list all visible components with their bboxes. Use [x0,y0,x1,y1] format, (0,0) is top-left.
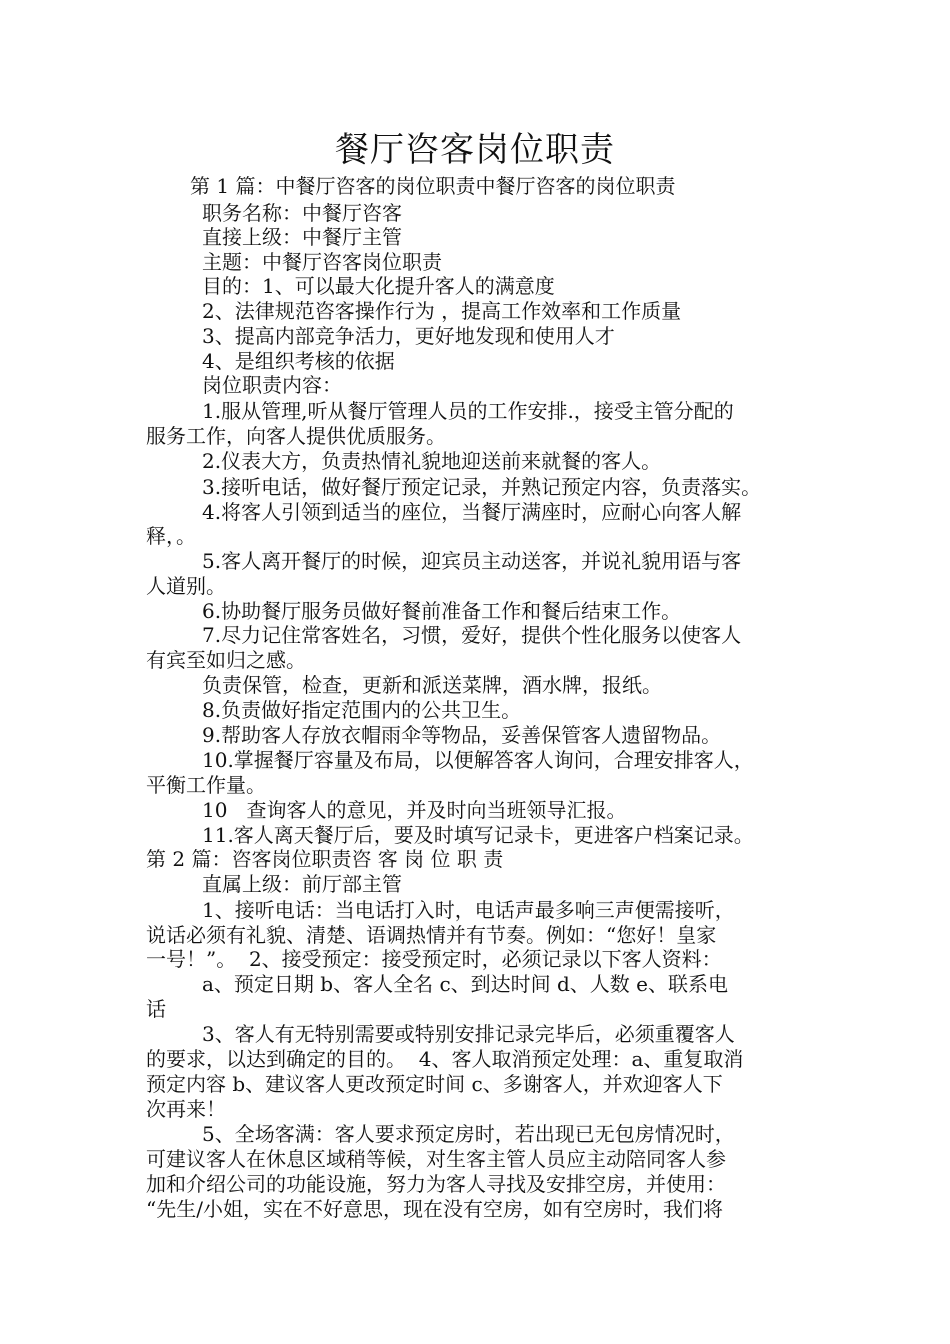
paragraph-line: 11.客人离天餐厅后，要及时填写记录卡，更进客户档案记录。 [202,823,754,847]
paragraph-line: 预定内容 b、建议客人更改预定时间 c、多谢客人，并欢迎客人下 [146,1072,723,1096]
paragraph-line: 岗位职责内容： [202,373,342,397]
paragraph-line: 8.负责做好指定范围内的公共卫生。 [202,698,522,722]
document-title: 餐厅咨客岗位职责 [335,130,615,170]
paragraph-line: 2.仪表大方，负责热情礼貌地迎送前来就餐的客人。 [202,449,662,473]
paragraph-line: 加和介绍公司的功能设施，努力为客人寻找及安排空房，并使用： [146,1172,726,1196]
paragraph-line: 9.帮助客人存放衣帽雨伞等物品，妥善保管客人遗留物品。 [202,723,722,747]
paragraph-line: 直接上级：中餐厅主管 [202,225,402,249]
paragraph-line: 说话必须有礼貌、清楚、语调热情并有节奏。例如：“您好！皇家 [146,923,717,947]
paragraph-line: 次再来！ [146,1097,226,1121]
paragraph-line: 第 1 篇：中餐厅咨客的岗位职责中餐厅咨客的岗位职责 [190,174,676,198]
paragraph-line: 有宾至如归之感。 [146,648,306,672]
paragraph-line: 1.服从管理,听从餐厅管理人员的工作安排.，接受主管分配的 [202,399,734,423]
paragraph-line: 10.掌握餐厅容量及布局，以便解答客人询问，合理安排客人， [202,748,754,772]
paragraph-line: 服务工作，向客人提供优质服务。 [146,424,446,448]
paragraph-line: 5、全场客满：客人要求预定房时，若出现已无包房情况时， [202,1122,735,1146]
paragraph-line: 3、客人有无特别需要或特别安排记录完毕后，必须重覆客人 [202,1022,735,1046]
paragraph-line: 目的：1、可以最大化提升客人的满意度 [202,274,555,298]
paragraph-line: 4、是组织考核的依据 [202,349,395,373]
paragraph-line: 3.接听电话，做好餐厅预定记录，并熟记预定内容，负责落实。 [202,475,762,499]
paragraph-line: 10 查询客人的意见，并及时向当班领导汇报。 [202,798,627,822]
paragraph-line: 3、提高内部竞争活力，更好地发现和使用人才 [202,324,615,348]
paragraph-line: “先生/小姐，实在不好意思，现在没有空房，如有空房时，我们将 [146,1197,723,1221]
paragraph-line: 一号！”。 2、接受预定：接受预定时，必须记录以下客人资料： [146,947,722,971]
paragraph-line: 职务名称：中餐厅咨客 [202,201,402,225]
paragraph-line: 5.客人离开餐厅的时候，迎宾员主动送客，并说礼貌用语与客 [202,549,742,573]
paragraph-line: a、预定日期 b、客人全名 c、到达时间 d、人数 e、联系电 [202,972,728,996]
paragraph-line: 主题：中餐厅咨客岗位职责 [202,250,442,274]
paragraph-line: 6.协助餐厅服务员做好餐前准备工作和餐后结束工作。 [202,599,682,623]
paragraph-line: 可建议客人在休息区域稍等候，对生客主管人员应主动陪同客人参 [146,1147,726,1171]
paragraph-line: 释，。 [146,524,196,548]
paragraph-line: 2、法律规范咨客操作行为 ，提高工作效率和工作质量 [202,299,682,323]
paragraph-line: 7.尽力记住常客姓名，习惯，爱好，提供个性化服务以使客人 [202,623,742,647]
paragraph-line: 第 2 篇：咨客岗位职责咨 客 岗 位 职 责 [146,847,504,871]
paragraph-line: 4.将客人引领到适当的座位，当餐厅满座时，应耐心向客人解 [202,500,742,524]
paragraph-line: 平衡工作量。 [146,773,266,797]
paragraph-line: 的要求，以达到确定的目的。 4、客人取消预定处理：a、重复取消 [146,1047,744,1071]
paragraph-line: 直属上级：前厅部主管 [202,872,402,896]
paragraph-line: 1、接听电话：当电话打入时，电话声最多响三声便需接听， [202,898,735,922]
paragraph-line: 话 [146,997,166,1021]
paragraph-line: 人道别。 [146,574,226,598]
paragraph-line: 负责保管，检查，更新和派送菜牌，酒水牌，报纸。 [202,673,662,697]
